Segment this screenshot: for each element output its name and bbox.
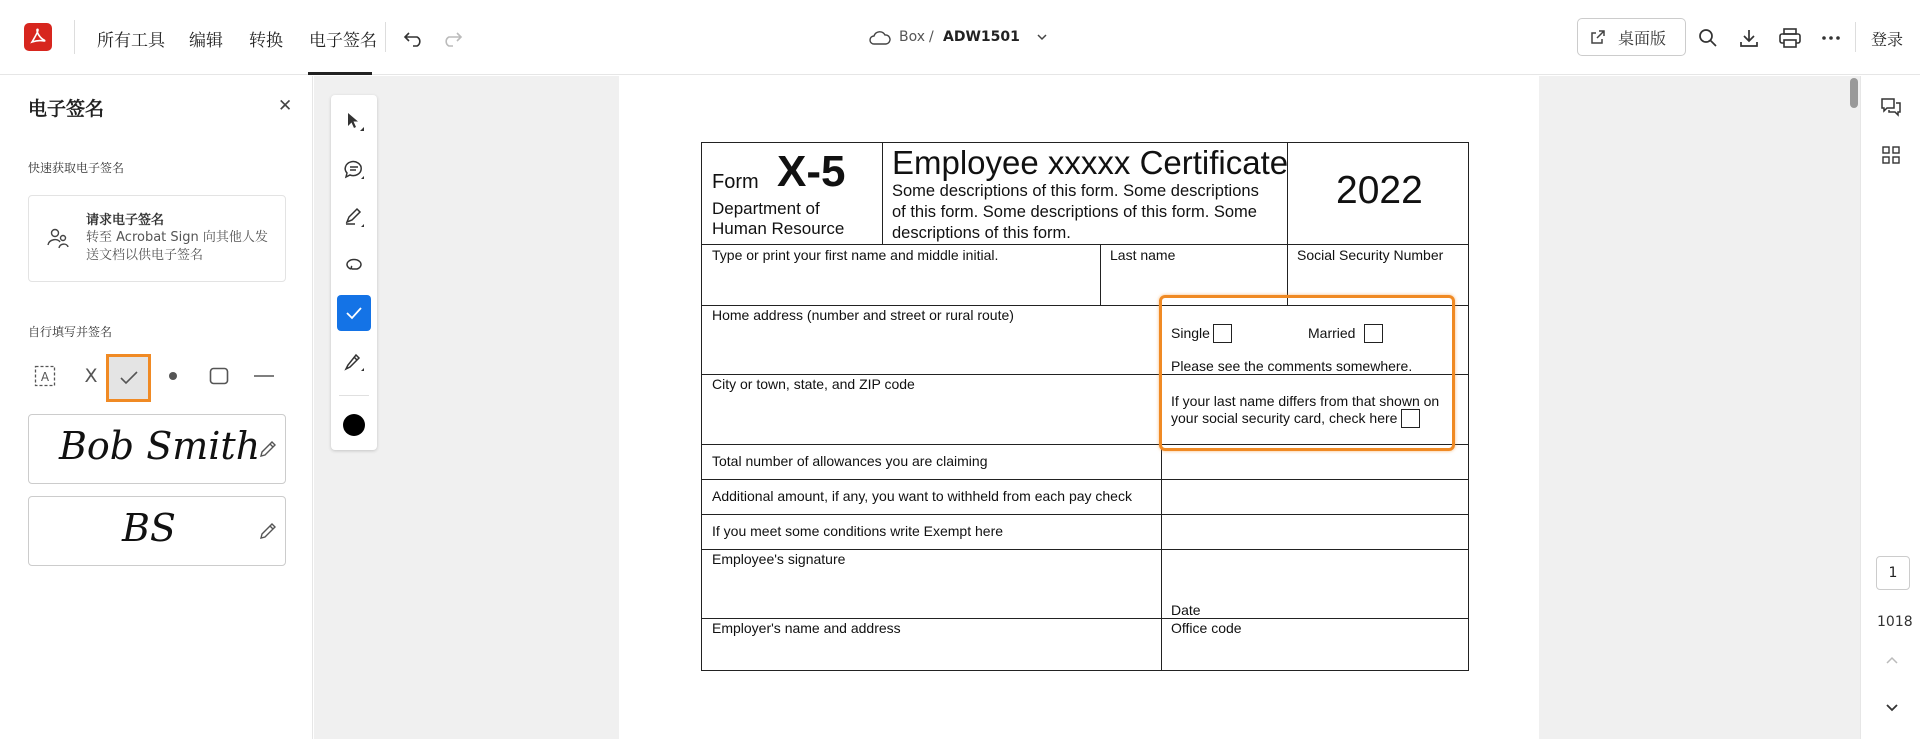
- request-signature-icon: [46, 226, 70, 250]
- comments-icon[interactable]: [1878, 94, 1904, 120]
- login-button[interactable]: 登录: [1871, 30, 1904, 49]
- search-icon[interactable]: [1696, 26, 1720, 50]
- grid-line: [1100, 244, 1101, 306]
- single-label: Single: [1171, 325, 1210, 341]
- signature-card[interactable]: [28, 414, 286, 484]
- form-word: Form: [712, 171, 759, 193]
- edit-pencil-icon[interactable]: [258, 521, 278, 541]
- form-description-2: of this form. Some descriptions of this form. Some: [892, 203, 1257, 221]
- allowances-label: Total number of allowances you are claiming: [712, 453, 988, 469]
- chevron-down-icon[interactable]: [1882, 697, 1902, 717]
- undo-icon[interactable]: [402, 26, 426, 50]
- page-total: 1018: [1877, 614, 1913, 630]
- breadcrumb-separator: /: [929, 29, 934, 45]
- lasso-icon: [343, 254, 365, 276]
- redo-icon[interactable]: [440, 26, 464, 50]
- chevron-down-icon[interactable]: [1034, 29, 1050, 45]
- married-label: Married: [1308, 325, 1356, 341]
- comment-tool[interactable]: [337, 151, 371, 187]
- open-desktop-button[interactable]: [1577, 18, 1686, 56]
- desktop-button-label: 桌面版: [1618, 28, 1667, 48]
- exempt-label: If you meet some conditions write Exempt here: [712, 523, 1004, 539]
- external-link-icon: [1590, 29, 1606, 45]
- color-picker[interactable]: [337, 407, 371, 443]
- select-tool[interactable]: [337, 103, 371, 139]
- form-title: Employee xxxxx Certificate: [892, 144, 1289, 181]
- panel-title: 电子签名: [28, 98, 105, 120]
- page-number-input[interactable]: 1: [1876, 556, 1910, 590]
- additional-amount-label: Additional amount, if any, you want to withheld from each pay check: [712, 488, 1132, 504]
- menu-all-tools[interactable]: 所有工具: [97, 31, 165, 51]
- comment-bubble-icon: [343, 158, 365, 180]
- checkmark-fill-tool[interactable]: [337, 295, 371, 331]
- department-line1: Department of: [712, 199, 820, 218]
- initials-text: BS: [122, 506, 176, 550]
- sign-tool[interactable]: [337, 343, 371, 379]
- line-tool[interactable]: [242, 354, 286, 398]
- grid-line: [882, 143, 883, 245]
- name-differs-line1: If your last name differs from that shown on: [1171, 393, 1440, 409]
- quick-section-label: 快速获取电子签名: [28, 161, 125, 175]
- svg-text:A: A: [40, 370, 50, 384]
- pen-sign-icon: [343, 350, 365, 372]
- draw-tool[interactable]: [337, 247, 371, 283]
- grid-line: [702, 244, 1468, 245]
- highlight-box: [1159, 295, 1455, 451]
- breadcrumb-cloud[interactable]: Box: [899, 29, 926, 45]
- name-differs-line2: your social security card, check here: [1171, 410, 1398, 426]
- print-icon[interactable]: [1778, 26, 1802, 50]
- grid-line: [702, 549, 1468, 550]
- rectangle-icon: [209, 367, 229, 385]
- highlighter-icon: [343, 206, 365, 228]
- highlight-tool[interactable]: [337, 199, 371, 235]
- employer-label: Employer's name and address: [712, 620, 901, 636]
- grid-line: [702, 479, 1468, 480]
- line-icon: [254, 374, 274, 378]
- rectangle-tool[interactable]: [197, 354, 241, 398]
- last-name-label: Last name: [1110, 247, 1176, 263]
- divider: [385, 22, 386, 52]
- annotation-toolbar: [331, 95, 377, 450]
- office-code-label: Office code: [1171, 620, 1242, 636]
- e-sign-panel: [0, 76, 313, 739]
- checkmark-icon: [345, 306, 363, 320]
- request-signature-title: 请求电子签名: [86, 213, 165, 228]
- color-swatch-icon: [342, 413, 366, 437]
- date-label: Date: [1171, 602, 1201, 618]
- download-icon[interactable]: [1737, 26, 1761, 50]
- form-description-3: descriptions of this form.: [892, 224, 1071, 242]
- edit-pencil-icon[interactable]: [258, 439, 278, 459]
- scrollbar-thumb[interactable]: [1850, 78, 1858, 108]
- breadcrumb-filename[interactable]: ADW1501: [943, 29, 1020, 45]
- cross-mark-tool[interactable]: X: [84, 365, 98, 387]
- divider: [74, 20, 75, 54]
- form-number: X-5: [777, 147, 846, 196]
- top-toolbar: [0, 0, 1920, 75]
- dot-tool[interactable]: [151, 354, 195, 398]
- right-sidebar: [1860, 76, 1920, 739]
- active-menu-indicator: [308, 72, 372, 75]
- divider: [1855, 22, 1856, 52]
- menu-convert[interactable]: 转换: [249, 31, 283, 51]
- first-name-label: Type or print your first name and middle initial.: [712, 247, 999, 263]
- employee-signature-label: Employee's signature: [712, 551, 846, 567]
- grid-line: [702, 618, 1468, 619]
- form-description-1: Some descriptions of this form. Some descriptions: [892, 182, 1259, 200]
- ssn-label: Social Security Number: [1297, 247, 1444, 263]
- initials-card[interactable]: [28, 496, 286, 566]
- cloud-icon: [868, 28, 892, 48]
- self-sign-section-label: 自行填写并签名: [28, 325, 113, 339]
- form-year: 2022: [1336, 169, 1423, 212]
- grid-line: [702, 514, 1468, 515]
- home-address-label: Home address (number and street or rural route): [712, 307, 1014, 323]
- acrobat-logo-icon[interactable]: [24, 23, 52, 51]
- text-field-tool[interactable]: [23, 354, 67, 398]
- comments-note: Please see the comments somewhere.: [1171, 358, 1413, 374]
- department-line2: Human Resource: [712, 219, 845, 238]
- request-signature-card[interactable]: [28, 195, 286, 282]
- request-signature-desc: 转至 Acrobat Sign 向其他人发送文档以供电子签名: [86, 230, 268, 263]
- close-icon[interactable]: ✕: [278, 96, 293, 116]
- thumbnails-grid-icon[interactable]: [1878, 142, 1904, 168]
- checkmark-icon: [119, 370, 139, 386]
- city-label: City or town, state, and ZIP code: [712, 376, 915, 392]
- menu-edit[interactable]: 编辑: [189, 31, 223, 51]
- checkmark-tool[interactable]: [106, 354, 151, 402]
- dot-icon: [168, 371, 178, 381]
- signature-text: Bob Smith: [59, 424, 261, 468]
- cursor-arrow-icon: [343, 110, 365, 132]
- menu-e-sign[interactable]: 电子签名: [309, 31, 377, 51]
- more-options-icon[interactable]: [1819, 26, 1843, 50]
- chevron-up-icon[interactable]: [1882, 650, 1902, 670]
- divider: [339, 395, 369, 396]
- text-box-icon: [34, 365, 56, 387]
